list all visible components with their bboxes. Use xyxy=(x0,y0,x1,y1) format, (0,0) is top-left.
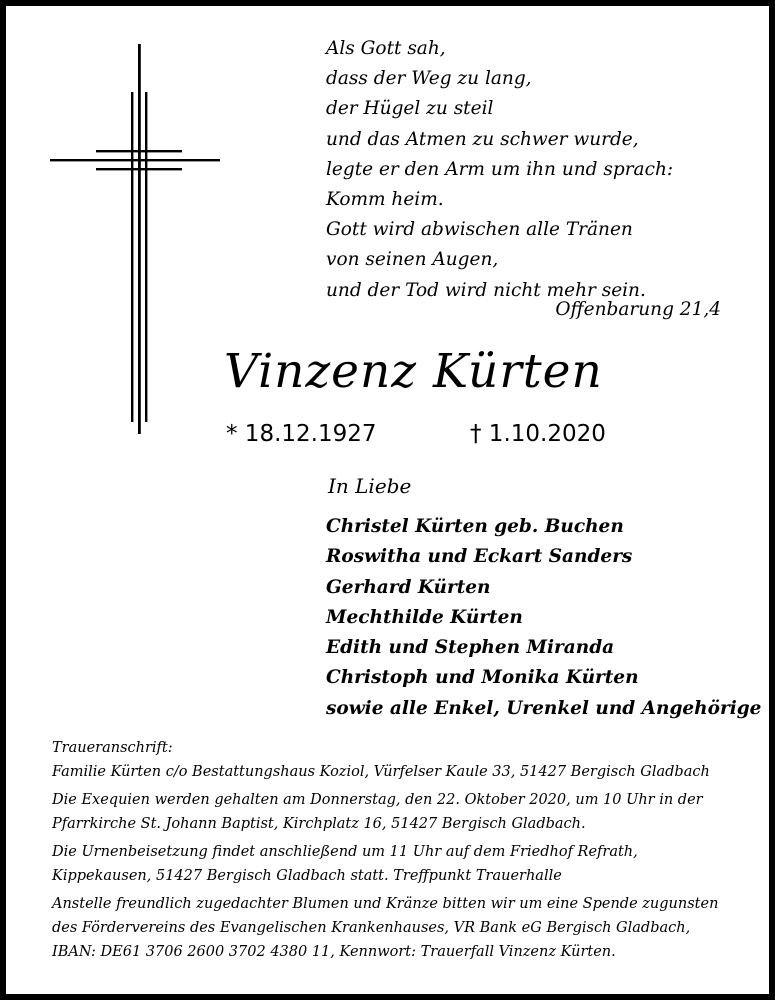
donation-line: Anstelle freundlich zugedachter Blumen und Kränze bitten wir um eine Spende zugunsten xyxy=(52,896,719,912)
mourner-name: sowie alle Enkel, Urenkel und Angehörige xyxy=(326,697,762,719)
verse-line: und das Atmen zu schwer wurde, xyxy=(326,128,639,150)
verse-line: der Hügel zu steil xyxy=(326,98,494,120)
bible-verse xyxy=(326,34,726,306)
mourner-name: Christoph und Monika Kürten xyxy=(326,667,639,689)
notice-details xyxy=(52,736,722,968)
verse-line: Gott wird abwischen alle Tränen xyxy=(326,219,633,241)
verse-line: Komm heim. xyxy=(326,189,444,211)
urn-burial-line: Kippekausen, 51427 Bergisch Gladbach statt. Treffpunkt Trauerhalle xyxy=(52,868,562,884)
life-dates xyxy=(226,421,606,447)
mourners-intro: In Liebe xyxy=(328,474,412,498)
mourner-name: Roswitha und Eckart Sanders xyxy=(326,546,633,568)
donation-line: IBAN: DE61 3706 2600 3702 4380 11, Kennwort: Trauerfall Vinzenz Kürten. xyxy=(52,944,616,960)
mourner-name: Christel Kürten geb. Buchen xyxy=(326,516,624,537)
verse-line: dass der Weg zu lang, xyxy=(326,68,532,90)
verse-line: Als Gott sah, xyxy=(326,38,446,59)
address-text: Familie Kürten c/o Bestattungshaus Koziol, Vürfelser Kaule 33, 51427 Bergisch Gladbach xyxy=(52,764,710,780)
deceased-name: Vinzenz Kürten xyxy=(224,344,603,399)
verse-line: von seinen Augen, xyxy=(326,249,499,271)
mourner-name: Mechthilde Kürten xyxy=(326,606,523,628)
address-label: Traueranschrift: xyxy=(52,740,173,756)
verse-reference: Offenbarung 21,4 xyxy=(555,299,721,320)
exequies-line: Die Exequien werden gehalten am Donnerstag, den 22. Oktober 2020, um 10 Uhr in der xyxy=(52,792,703,808)
urn-burial-block xyxy=(52,840,722,888)
mourner-name: Gerhard Kürten xyxy=(326,576,491,598)
verse-line: legte er den Arm um ihn und sprach: xyxy=(326,158,674,180)
exequies-line: Pfarrkirche St. Johann Baptist, Kirchplatz 16, 51427 Bergisch Gladbach. xyxy=(52,816,586,832)
urn-burial-line: Die Urnenbeisetzung findet anschließend um 11 Uhr auf dem Friedhof Refrath, xyxy=(52,844,638,860)
mourners-list xyxy=(326,512,761,724)
mourner-name: Edith und Stephen Miranda xyxy=(326,637,615,659)
donation-line: des Fördervereins des Evangelischen Krankenhauses, VR Bank eG Bergisch Gladbach, xyxy=(52,920,691,936)
address-block xyxy=(52,736,722,784)
exequies-block xyxy=(52,788,722,836)
verse-line: und der Tod wird nicht mehr sein. xyxy=(326,279,646,301)
birth-date: * 18.12.1927 xyxy=(226,421,377,447)
cross-icon xyxy=(50,44,220,434)
death-date: † 1.10.2020 xyxy=(470,421,606,447)
donation-block xyxy=(52,892,722,964)
